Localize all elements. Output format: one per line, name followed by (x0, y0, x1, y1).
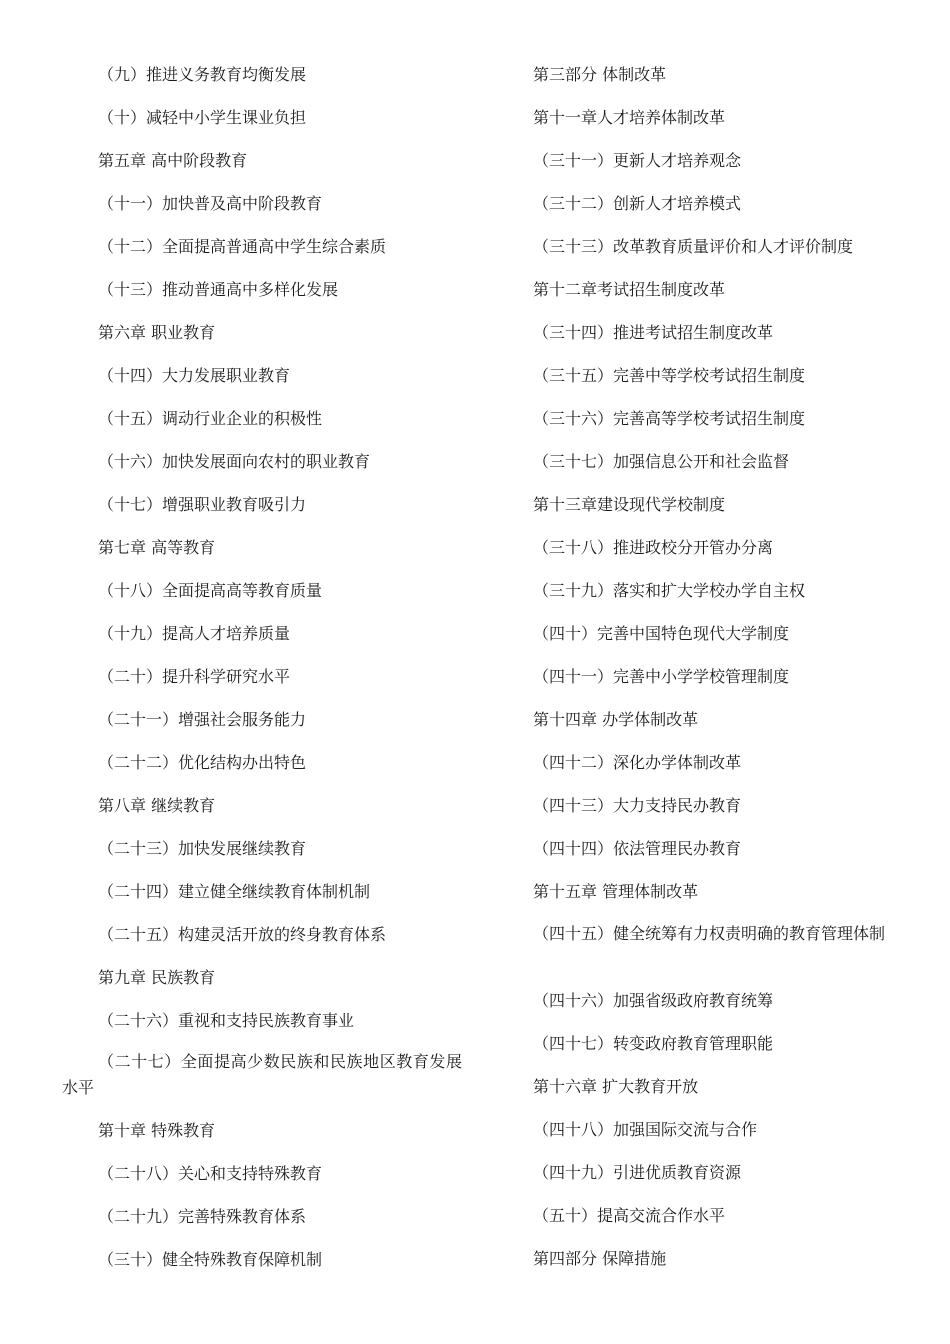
toc-entry: （三十九）落实和扩大学校办学自主权 (533, 581, 806, 600)
toc-chapter-heading: 第十四章 办学体制改革 (533, 710, 699, 729)
toc-entry: （二十三）加快发展继续教育 (98, 839, 307, 858)
toc-entry: （二十）提升科学研究水平 (98, 667, 291, 686)
toc-entry: （三十三）改革教育质量评价和人才评价制度 (533, 237, 854, 256)
toc-entry: （十八）全面提高高等教育质量 (98, 581, 323, 600)
toc-entry-wrapped: （二十七）全面提高少数民族和民族地区教育发展水平 (62, 1052, 462, 1097)
toc-entry: （三十四）推进考试招生制度改革 (533, 323, 774, 342)
toc-entry: （二十五）构建灵活开放的终身教育体系 (98, 925, 387, 944)
toc-chapter-heading: 第十三章建设现代学校制度 (533, 495, 726, 514)
toc-entry: （四十一）完善中小学学校管理制度 (533, 667, 790, 686)
toc-entry: （三十）健全特殊教育保障机制 (98, 1250, 323, 1269)
toc-entry: （十二）全面提高普通高中学生综合素质 (98, 237, 387, 256)
toc-entry: （十一）加快普及高中阶段教育 (98, 194, 323, 213)
toc-entry: （三十五）完善中等学校考试招生制度 (533, 366, 806, 385)
toc-entry: （四十七）转变政府教育管理职能 (533, 1034, 774, 1053)
toc-entry: （三十七）加强信息公开和社会监督 (533, 452, 790, 471)
toc-entry: （三十八）推进政校分开管办分离 (533, 538, 774, 557)
toc-entry: （十五）调动行业企业的积极性 (98, 409, 323, 428)
toc-entry: （三十一）更新人才培养观念 (533, 151, 742, 170)
toc-entry: （四十四）依法管理民办教育 (533, 839, 742, 858)
toc-entry: （三十六）完善高等学校考试招生制度 (533, 409, 806, 428)
toc-entry: （四十三）大力支持民办教育 (533, 796, 742, 815)
toc-entry: （四十九）引进优质教育资源 (533, 1163, 742, 1182)
toc-entry: （二十一）增强社会服务能力 (98, 710, 307, 729)
toc-chapter-heading: 第十二章考试招生制度改革 (533, 280, 726, 299)
toc-chapter-heading: 第十一章人才培养体制改革 (533, 108, 726, 127)
toc-entry: （二十二）优化结构办出特色 (98, 753, 307, 772)
toc-chapter-heading: 第十六章 扩大教育开放 (533, 1077, 699, 1096)
toc-entry: （三十二）创新人才培养模式 (533, 194, 742, 213)
toc-chapter-heading: 第十五章 管理体制改革 (533, 882, 699, 901)
toc-entry: （十七）增强职业教育吸引力 (98, 495, 307, 514)
toc-entry: （四十二）深化办学体制改革 (533, 753, 742, 772)
toc-chapter-heading: 第六章 职业教育 (98, 323, 216, 342)
toc-entry: （二十八）关心和支持特殊教育 (98, 1164, 323, 1183)
toc-entry: （四十八）加强国际交流与合作 (533, 1120, 758, 1139)
toc-entry-wrapped: （四十五）健全统筹有力权责明确的教育管理体制 (533, 924, 886, 943)
toc-part-heading: 第三部分 体制改革 (533, 65, 667, 84)
toc-entry: （五十）提高交流合作水平 (533, 1206, 726, 1225)
toc-chapter-heading: 第五章 高中阶段教育 (98, 151, 248, 170)
toc-chapter-heading: 第八章 继续教育 (98, 796, 216, 815)
toc-entry: （十四）大力发展职业教育 (98, 366, 291, 385)
toc-entry: （四十）完善中国特色现代大学制度 (533, 624, 790, 643)
toc-part-heading: 第四部分 保障措施 (533, 1249, 667, 1268)
toc-entry: （十三）推动普通高中多样化发展 (98, 280, 339, 299)
toc-entry: （十九）提高人才培养质量 (98, 624, 291, 643)
toc-entry: （十六）加快发展面向农村的职业教育 (98, 452, 371, 471)
toc-chapter-heading: 第九章 民族教育 (98, 968, 216, 987)
toc-entry: （二十六）重视和支持民族教育事业 (98, 1011, 355, 1030)
toc-chapter-heading: 第十章 特殊教育 (98, 1121, 216, 1140)
toc-entry: （九）推进义务教育均衡发展 (98, 65, 307, 84)
toc-entry: （二十四）建立健全继续教育体制机制 (98, 882, 371, 901)
toc-entry: （二十九）完善特殊教育体系 (98, 1207, 307, 1226)
toc-chapter-heading: 第七章 高等教育 (98, 538, 216, 557)
toc-entry: （十）减轻中小学生课业负担 (98, 108, 307, 127)
toc-entry: （四十六）加强省级政府教育统筹 (533, 991, 774, 1010)
